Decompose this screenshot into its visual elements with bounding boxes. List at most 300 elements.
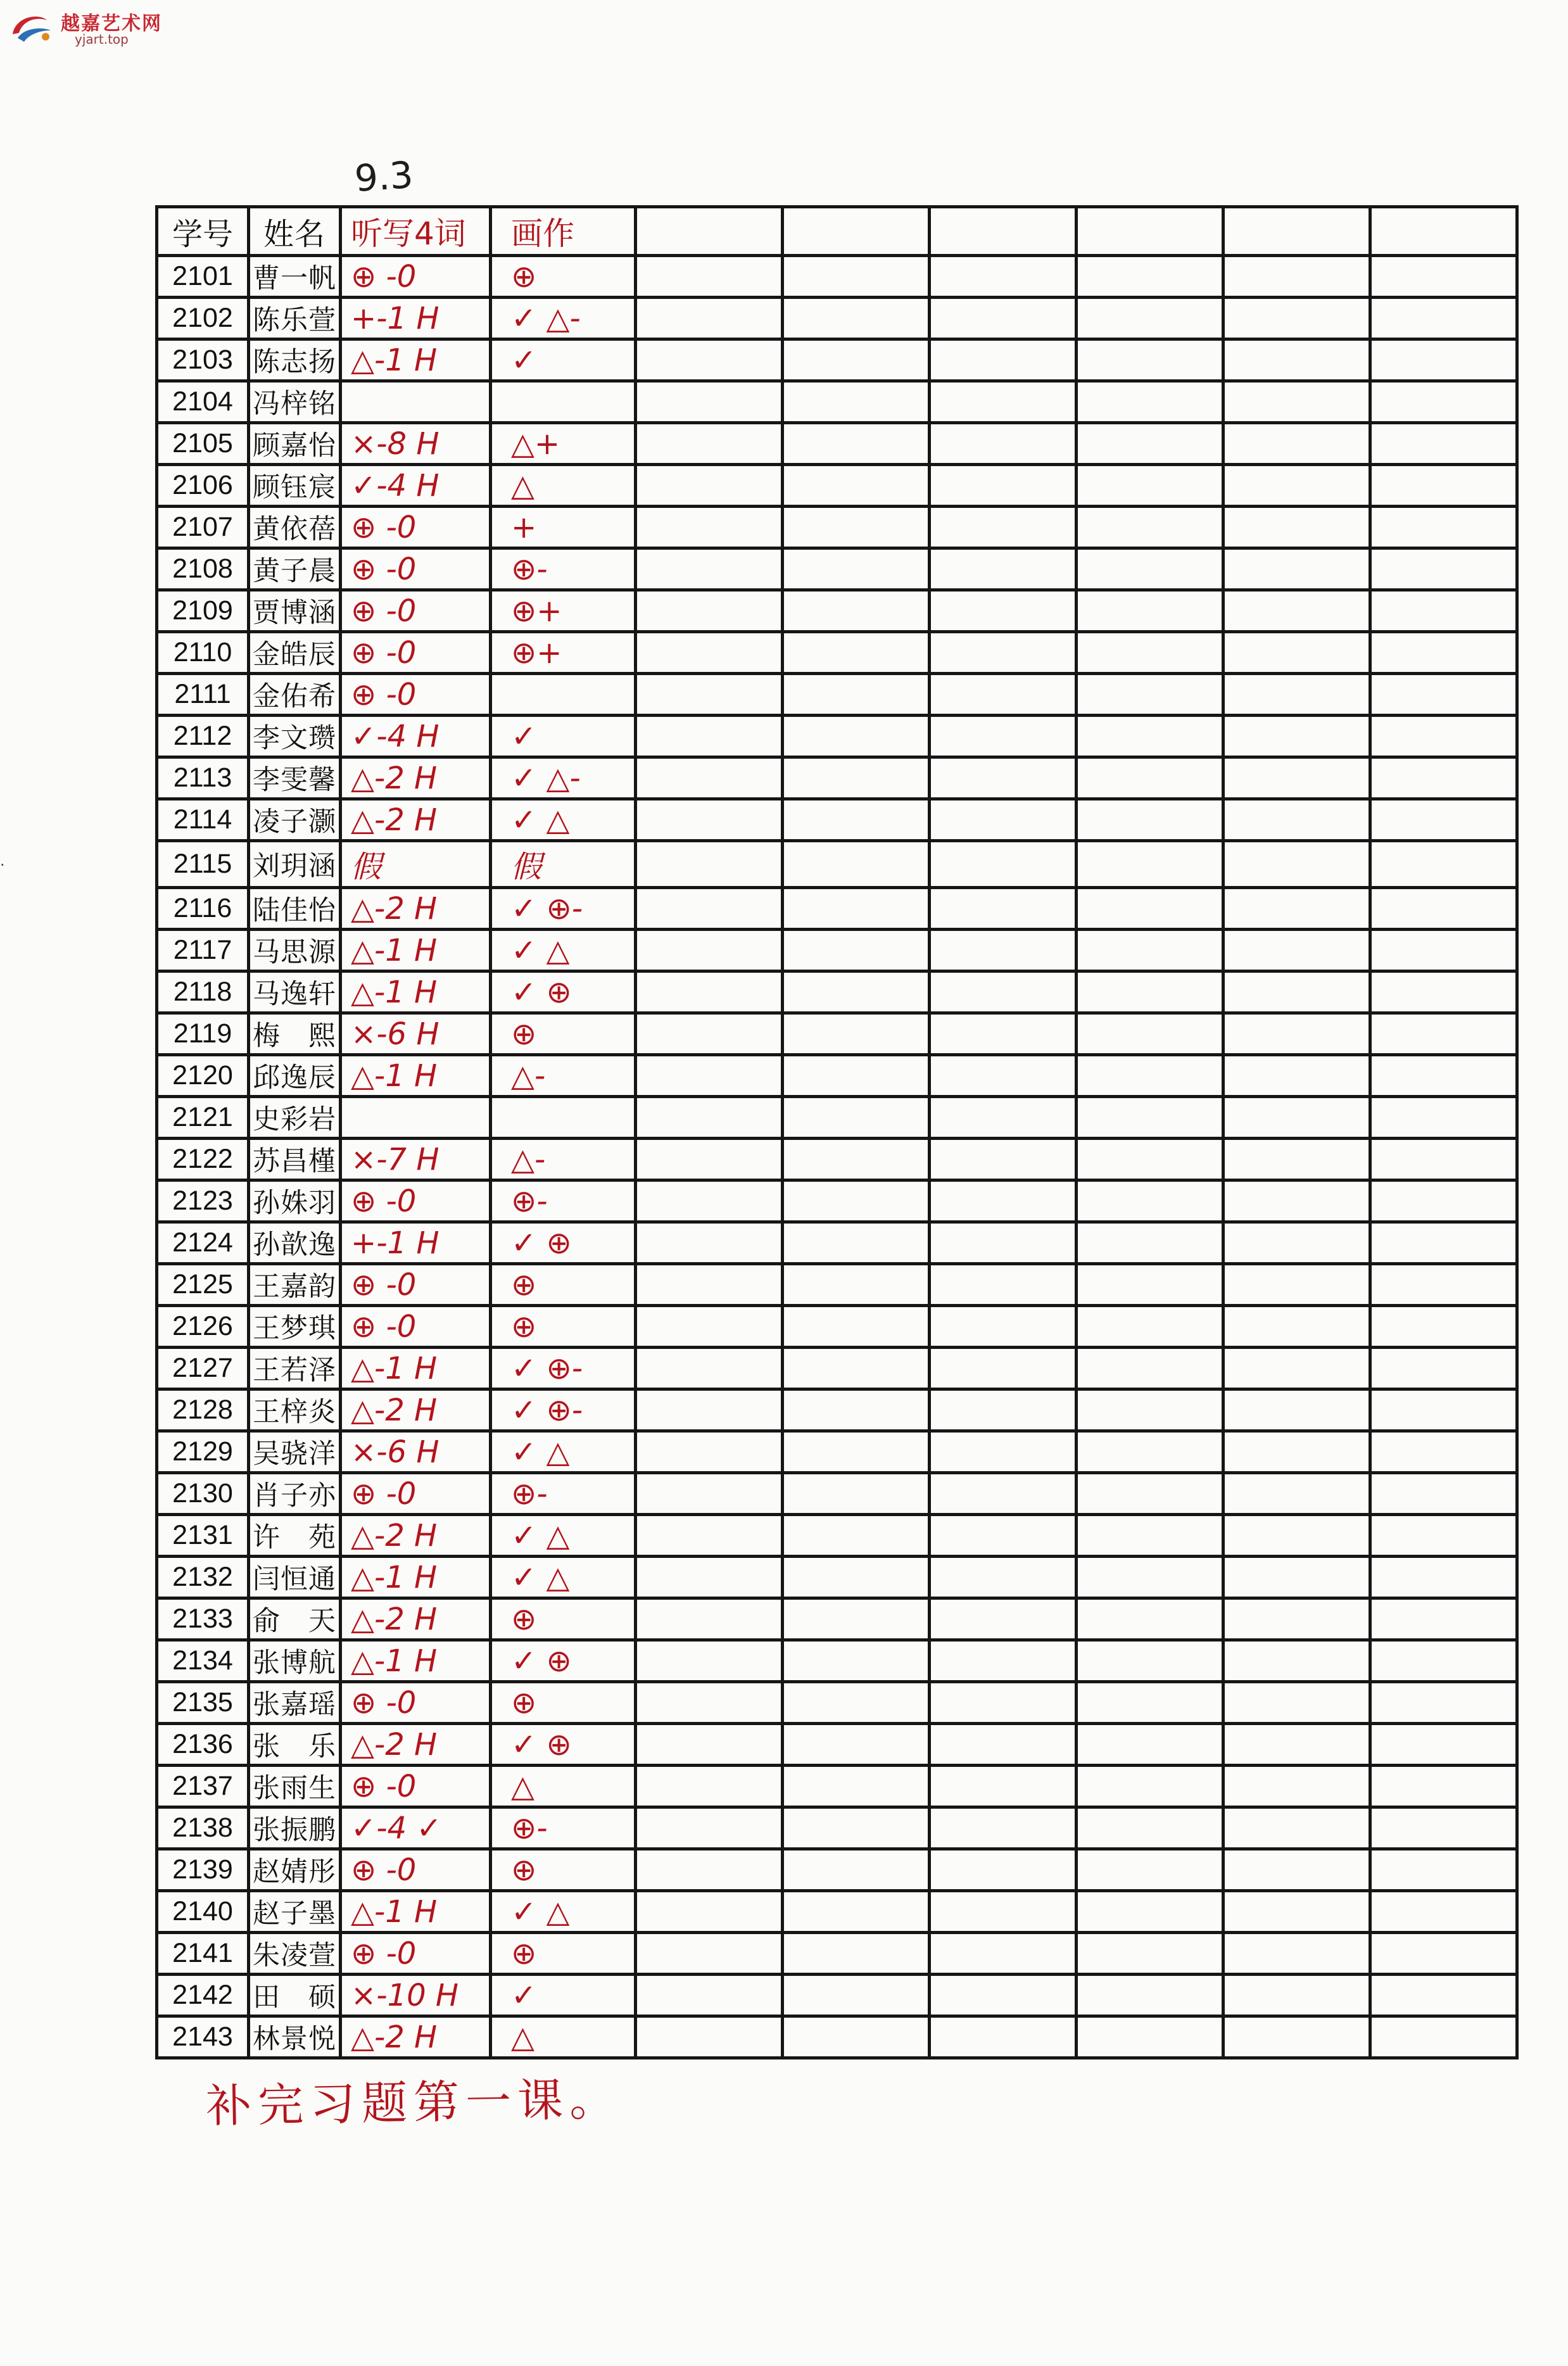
drawing-mark-cell: [491, 381, 636, 423]
blank-cell: [783, 339, 930, 381]
blank-cell: [1077, 548, 1223, 590]
table-row: [157, 1598, 1517, 1640]
blank-cell: [1223, 1306, 1370, 1348]
blank-cell: [783, 971, 930, 1013]
blank-cell: [636, 674, 783, 716]
table-row: [157, 1389, 1517, 1431]
drawing-mark-cell: ⊕: [491, 1598, 636, 1640]
blank-cell: [1223, 1933, 1370, 1975]
table-row: [157, 1640, 1517, 1682]
blank-cell: [1223, 590, 1370, 632]
drawing-mark-cell: [491, 674, 636, 716]
drawing-mark-cell: ⊕: [491, 1682, 636, 1724]
blank-cell: [1370, 1933, 1517, 1975]
dictation-mark-cell: ⊕ -0: [341, 1766, 491, 1807]
dictation-mark-cell: ✓-4 H: [341, 465, 491, 507]
blank-cell: [1077, 1389, 1223, 1431]
dictation-mark-cell: ⊕ -0: [341, 507, 491, 548]
drawing-mark-cell: ✓ △: [491, 930, 636, 971]
blank-cell: [636, 1389, 783, 1431]
logo-url: yjart.top: [75, 32, 129, 47]
blank-cell: [930, 1139, 1077, 1180]
blank-cell: [636, 1306, 783, 1348]
blank-cell: [930, 423, 1077, 465]
dictation-mark-cell: △-1 H: [341, 1891, 491, 1933]
blank-cell: [783, 716, 930, 757]
student-name-cell: 张 乐: [249, 1724, 341, 1766]
table-row: [157, 548, 1517, 590]
blank-cell: [1077, 1055, 1223, 1097]
blank-cell: [1223, 1724, 1370, 1766]
table-row: [157, 674, 1517, 716]
student-name-cell: 马逸轩: [249, 971, 341, 1013]
blank-cell: [783, 1180, 930, 1222]
blank-cell: [1077, 1682, 1223, 1724]
blank-cell: [1370, 1389, 1517, 1431]
dictation-mark-cell: △-2 H: [341, 2016, 491, 2058]
blank-cell: [1223, 1515, 1370, 1557]
blank-cell: [1223, 423, 1370, 465]
table-row: [157, 930, 1517, 971]
blank-cell: [1223, 1849, 1370, 1891]
blank-cell: [930, 381, 1077, 423]
blank-cell: [1077, 1724, 1223, 1766]
blank-cell: [636, 971, 783, 1013]
blank-cell: [1370, 1682, 1517, 1724]
blank-cell: [1370, 298, 1517, 339]
blank-cell: [636, 548, 783, 590]
blank-cell: [783, 632, 930, 674]
blank-cell: [1223, 339, 1370, 381]
blank-cell: [1370, 799, 1517, 841]
blank-cell: [636, 841, 783, 888]
blank-cell: [930, 1724, 1077, 1766]
student-id-cell: 2131: [157, 1515, 249, 1557]
blank-cell: [1223, 888, 1370, 930]
blank-cell: [783, 1724, 930, 1766]
dictation-mark-cell: ⊕ -0: [341, 632, 491, 674]
blank-cell: [636, 1724, 783, 1766]
handwritten-footer-note: 补完习题第一课。: [205, 2072, 622, 2133]
student-id-cell: 2143: [157, 2016, 249, 2058]
blank-cell: [1077, 632, 1223, 674]
blank-cell: [636, 757, 783, 799]
student-id-cell: 2138: [157, 1807, 249, 1849]
table-row: [157, 256, 1517, 298]
blank-cell: [636, 1891, 783, 1933]
blank-cell: [783, 1431, 930, 1473]
blank-cell: [1077, 1849, 1223, 1891]
blank-cell: [930, 1975, 1077, 2016]
drawing-mark-cell: △: [491, 465, 636, 507]
blank-cell: [1077, 1431, 1223, 1473]
student-id-cell: 2127: [157, 1348, 249, 1389]
student-name-cell: 贾博涵: [249, 590, 341, 632]
student-id-cell: 2111: [157, 674, 249, 716]
dictation-mark-cell: △-1 H: [341, 1557, 491, 1598]
blank-cell: [783, 381, 930, 423]
blank-cell: [783, 1807, 930, 1849]
blank-cell: [1370, 930, 1517, 971]
blank-cell: [1223, 256, 1370, 298]
blank-cell: [1223, 1473, 1370, 1515]
blank-cell: [930, 590, 1077, 632]
blank-cell: [930, 339, 1077, 381]
blank-cell: [1370, 465, 1517, 507]
table-row: [157, 1222, 1517, 1264]
dictation-mark-cell: ✓-4 H: [341, 716, 491, 757]
blank-cell: [1223, 1222, 1370, 1264]
blank-cell: [1370, 757, 1517, 799]
blank-cell: [1370, 1097, 1517, 1139]
blank-cell: [930, 757, 1077, 799]
table-row: [157, 465, 1517, 507]
table-row: [157, 888, 1517, 930]
blank-cell: [1077, 888, 1223, 930]
blank-cell: [1077, 841, 1223, 888]
blank-cell: [1223, 971, 1370, 1013]
blank-cell: [1077, 799, 1223, 841]
blank-cell: [636, 1849, 783, 1891]
blank-cell: [1370, 716, 1517, 757]
student-id-cell: 2134: [157, 1640, 249, 1682]
dictation-mark-cell: ⊕ -0: [341, 1849, 491, 1891]
blank-cell: [1077, 757, 1223, 799]
blank-cell: [1223, 465, 1370, 507]
blank-cell: [1077, 590, 1223, 632]
blank-cell: [636, 1557, 783, 1598]
table-row: [157, 716, 1517, 757]
blank-cell: [636, 256, 783, 298]
drawing-mark-cell: ✓ ⊕-: [491, 888, 636, 930]
blank-cell: [636, 507, 783, 548]
table-row: [157, 1473, 1517, 1515]
blank-cell: [930, 548, 1077, 590]
table-row: [157, 507, 1517, 548]
blank-cell: [1370, 1515, 1517, 1557]
blank-cell: [783, 757, 930, 799]
student-name-cell: 赵婧彤: [249, 1849, 341, 1891]
blank-cell: [1077, 1222, 1223, 1264]
table-row: [157, 971, 1517, 1013]
blank-cell: [1077, 1348, 1223, 1389]
blank-cell: [1223, 1431, 1370, 1473]
student-id-cell: 2105: [157, 423, 249, 465]
student-id-cell: 2110: [157, 632, 249, 674]
student-name-cell: 许 苑: [249, 1515, 341, 1557]
blank-cell: [1223, 1807, 1370, 1849]
blank-cell: [783, 1640, 930, 1682]
blank-cell: [930, 298, 1077, 339]
blank-cell: [1077, 2016, 1223, 2058]
blank-cell: [1370, 841, 1517, 888]
student-name-cell: 俞 天: [249, 1598, 341, 1640]
table-row: [157, 1724, 1517, 1766]
blank-cell: [636, 930, 783, 971]
blank-cell: [1223, 1891, 1370, 1933]
student-name-cell: 顾钰宸: [249, 465, 341, 507]
dictation-mark-cell: ×-10 H: [341, 1975, 491, 2016]
table-row: [157, 423, 1517, 465]
blank-cell: [1077, 930, 1223, 971]
student-name-cell: 苏昌槿: [249, 1139, 341, 1180]
student-name-cell: 张振鹏: [249, 1807, 341, 1849]
blank-cell: [636, 1766, 783, 1807]
margin-tick-mark: ·: [0, 856, 5, 874]
table-row: [157, 1682, 1517, 1724]
student-id-cell: 2123: [157, 1180, 249, 1222]
drawing-mark-cell: ✓ △: [491, 1557, 636, 1598]
blank-cell: [930, 1013, 1077, 1055]
dictation-mark-cell: ×-6 H: [341, 1431, 491, 1473]
student-name-cell: 顾嘉怡: [249, 423, 341, 465]
table-row: [157, 1515, 1517, 1557]
drawing-mark-cell: ⊕: [491, 1306, 636, 1348]
blank-cell: [1223, 298, 1370, 339]
blank-cell: [636, 1431, 783, 1473]
blank-cell: [1370, 1724, 1517, 1766]
blank-cell: [783, 1933, 930, 1975]
site-logo: [9, 5, 174, 49]
table-row: [157, 1097, 1517, 1139]
drawing-mark-cell: ⊕: [491, 256, 636, 298]
drawing-mark-cell: ✓ ⊕-: [491, 1348, 636, 1389]
blank-cell: [1370, 1180, 1517, 1222]
dictation-mark-cell: 假: [341, 841, 491, 888]
drawing-mark-cell: ✓: [491, 339, 636, 381]
table-row: [157, 1055, 1517, 1097]
blank-cell: [636, 1473, 783, 1515]
student-name-cell: 张博航: [249, 1640, 341, 1682]
student-name-cell: 黄依蓓: [249, 507, 341, 548]
blank-cell: [636, 1139, 783, 1180]
dictation-mark-cell: ⊕ -0: [341, 590, 491, 632]
blank-cell: [1370, 1766, 1517, 1807]
dictation-mark-cell: ⊕ -0: [341, 674, 491, 716]
student-name-cell: 孙姝羽: [249, 1180, 341, 1222]
blank-cell: [783, 2016, 930, 2058]
blank-cell: [783, 590, 930, 632]
student-name-cell: 刘玥涵: [249, 841, 341, 888]
blank-cell: [1077, 423, 1223, 465]
student-id-cell: 2114: [157, 799, 249, 841]
student-id-cell: 2142: [157, 1975, 249, 2016]
dictation-mark-cell: ✓-4 ✓: [341, 1807, 491, 1849]
drawing-mark-cell: ⊕+: [491, 632, 636, 674]
blank-cell: [930, 2016, 1077, 2058]
dictation-mark-cell: ×-7 H: [341, 1139, 491, 1180]
drawing-mark-cell: ✓ △-: [491, 757, 636, 799]
student-id-cell: 2101: [157, 256, 249, 298]
drawing-mark-cell: ✓: [491, 716, 636, 757]
blank-cell: [930, 841, 1077, 888]
blank-cell: [636, 423, 783, 465]
blank-cell: [1223, 1013, 1370, 1055]
student-id-cell: 2140: [157, 1891, 249, 1933]
blank-cell: [783, 1222, 930, 1264]
blank-cell: [1370, 1139, 1517, 1180]
blank-cell: [1223, 1640, 1370, 1682]
header-blank-cell: [1370, 207, 1517, 256]
blank-cell: [1223, 1097, 1370, 1139]
table-row: [157, 381, 1517, 423]
header-drawing: 画作: [491, 207, 636, 256]
blank-cell: [1370, 632, 1517, 674]
student-id-cell: 2106: [157, 465, 249, 507]
dictation-mark-cell: △-2 H: [341, 1515, 491, 1557]
blank-cell: [783, 548, 930, 590]
dictation-mark-cell: ⊕ -0: [341, 1933, 491, 1975]
table-row: [157, 1807, 1517, 1849]
blank-cell: [1077, 1557, 1223, 1598]
drawing-mark-cell: ⊕: [491, 1013, 636, 1055]
blank-cell: [636, 1933, 783, 1975]
blank-cell: [1370, 1807, 1517, 1849]
blank-cell: [1223, 1348, 1370, 1389]
student-id-cell: 2130: [157, 1473, 249, 1515]
blank-cell: [930, 1097, 1077, 1139]
blank-cell: [1370, 888, 1517, 930]
student-name-cell: 朱凌萱: [249, 1933, 341, 1975]
drawing-mark-cell: ⊕+: [491, 590, 636, 632]
drawing-mark-cell: △+: [491, 423, 636, 465]
table-row: [157, 590, 1517, 632]
blank-cell: [1077, 256, 1223, 298]
blank-cell: [930, 1055, 1077, 1097]
blank-cell: [783, 1348, 930, 1389]
blank-cell: [636, 1682, 783, 1724]
blank-cell: [1370, 971, 1517, 1013]
student-id-cell: 2141: [157, 1933, 249, 1975]
blank-cell: [783, 1849, 930, 1891]
dictation-mark-cell: △-2 H: [341, 1389, 491, 1431]
table-row: [157, 2016, 1517, 2058]
blank-cell: [1077, 1640, 1223, 1682]
blank-cell: [1077, 465, 1223, 507]
blank-cell: [1223, 1682, 1370, 1724]
student-name-cell: 曹一帆: [249, 256, 341, 298]
table-row: [157, 841, 1517, 888]
logo-swirl-icon: [9, 9, 54, 46]
blank-cell: [636, 632, 783, 674]
blank-cell: [1370, 2016, 1517, 2058]
table-row: [157, 1933, 1517, 1975]
student-name-cell: 金皓辰: [249, 632, 341, 674]
blank-cell: [636, 1264, 783, 1306]
blank-cell: [1077, 1139, 1223, 1180]
student-id-cell: 2120: [157, 1055, 249, 1097]
blank-cell: [930, 1682, 1077, 1724]
blank-cell: [930, 1222, 1077, 1264]
table-row: [157, 799, 1517, 841]
drawing-mark-cell: ⊕: [491, 1849, 636, 1891]
student-name-cell: 田 硕: [249, 1975, 341, 2016]
blank-cell: [783, 1682, 930, 1724]
blank-cell: [636, 888, 783, 930]
student-name-cell: 史彩岩: [249, 1097, 341, 1139]
blank-cell: [783, 256, 930, 298]
blank-cell: [1370, 1975, 1517, 2016]
blank-cell: [1223, 2016, 1370, 2058]
roster-table: [155, 205, 1515, 2055]
blank-cell: [783, 674, 930, 716]
blank-cell: [1370, 590, 1517, 632]
blank-cell: [1077, 1598, 1223, 1640]
blank-cell: [783, 465, 930, 507]
student-name-cell: 冯梓铭: [249, 381, 341, 423]
blank-cell: [636, 381, 783, 423]
student-id-cell: 2113: [157, 757, 249, 799]
student-name-cell: 张雨生: [249, 1766, 341, 1807]
student-id-cell: 2117: [157, 930, 249, 971]
student-name-cell: 陆佳怡: [249, 888, 341, 930]
blank-cell: [1370, 423, 1517, 465]
blank-cell: [783, 1139, 930, 1180]
dictation-mark-cell: △-1 H: [341, 1640, 491, 1682]
student-id-cell: 2133: [157, 1598, 249, 1640]
student-id-cell: 2122: [157, 1139, 249, 1180]
drawing-mark-cell: △-: [491, 1139, 636, 1180]
dictation-mark-cell: △-1 H: [341, 1348, 491, 1389]
blank-cell: [930, 716, 1077, 757]
student-id-cell: 2115: [157, 841, 249, 888]
table-row: [157, 1975, 1517, 2016]
blank-cell: [636, 1348, 783, 1389]
dictation-mark-cell: ×-8 H: [341, 423, 491, 465]
blank-cell: [636, 1515, 783, 1557]
student-id-cell: 2103: [157, 339, 249, 381]
blank-cell: [1223, 757, 1370, 799]
blank-cell: [636, 298, 783, 339]
blank-cell: [783, 423, 930, 465]
student-name-cell: 陈志扬: [249, 339, 341, 381]
blank-cell: [1223, 1975, 1370, 2016]
student-id-cell: 2129: [157, 1431, 249, 1473]
blank-cell: [1223, 674, 1370, 716]
student-name-cell: 黄子晨: [249, 548, 341, 590]
blank-cell: [930, 888, 1077, 930]
blank-cell: [1077, 1306, 1223, 1348]
blank-cell: [1077, 674, 1223, 716]
blank-cell: [1077, 1473, 1223, 1515]
blank-cell: [1077, 1807, 1223, 1849]
drawing-mark-cell: ⊕: [491, 1933, 636, 1975]
student-id-cell: 2102: [157, 298, 249, 339]
blank-cell: [1370, 1598, 1517, 1640]
table-row: [157, 1891, 1517, 1933]
drawing-mark-cell: ⊕: [491, 1264, 636, 1306]
blank-cell: [1077, 1515, 1223, 1557]
blank-cell: [930, 1431, 1077, 1473]
student-name-cell: 王若泽: [249, 1348, 341, 1389]
dictation-mark-cell: ⊕ -0: [341, 1473, 491, 1515]
drawing-mark-cell: ⊕-: [491, 1180, 636, 1222]
blank-cell: [930, 1807, 1077, 1849]
student-name-cell: 林景悦: [249, 2016, 341, 2058]
blank-cell: [930, 1306, 1077, 1348]
blank-cell: [783, 799, 930, 841]
table-row: [157, 757, 1517, 799]
blank-cell: [930, 1598, 1077, 1640]
drawing-mark-cell: ✓ ⊕: [491, 971, 636, 1013]
dictation-mark-cell: ⊕ -0: [341, 1306, 491, 1348]
blank-cell: [1223, 1139, 1370, 1180]
date-note: 9.3: [353, 153, 415, 201]
blank-cell: [783, 930, 930, 971]
blank-cell: [636, 1975, 783, 2016]
dictation-mark-cell: △-1 H: [341, 930, 491, 971]
student-name-cell: 李雯馨: [249, 757, 341, 799]
